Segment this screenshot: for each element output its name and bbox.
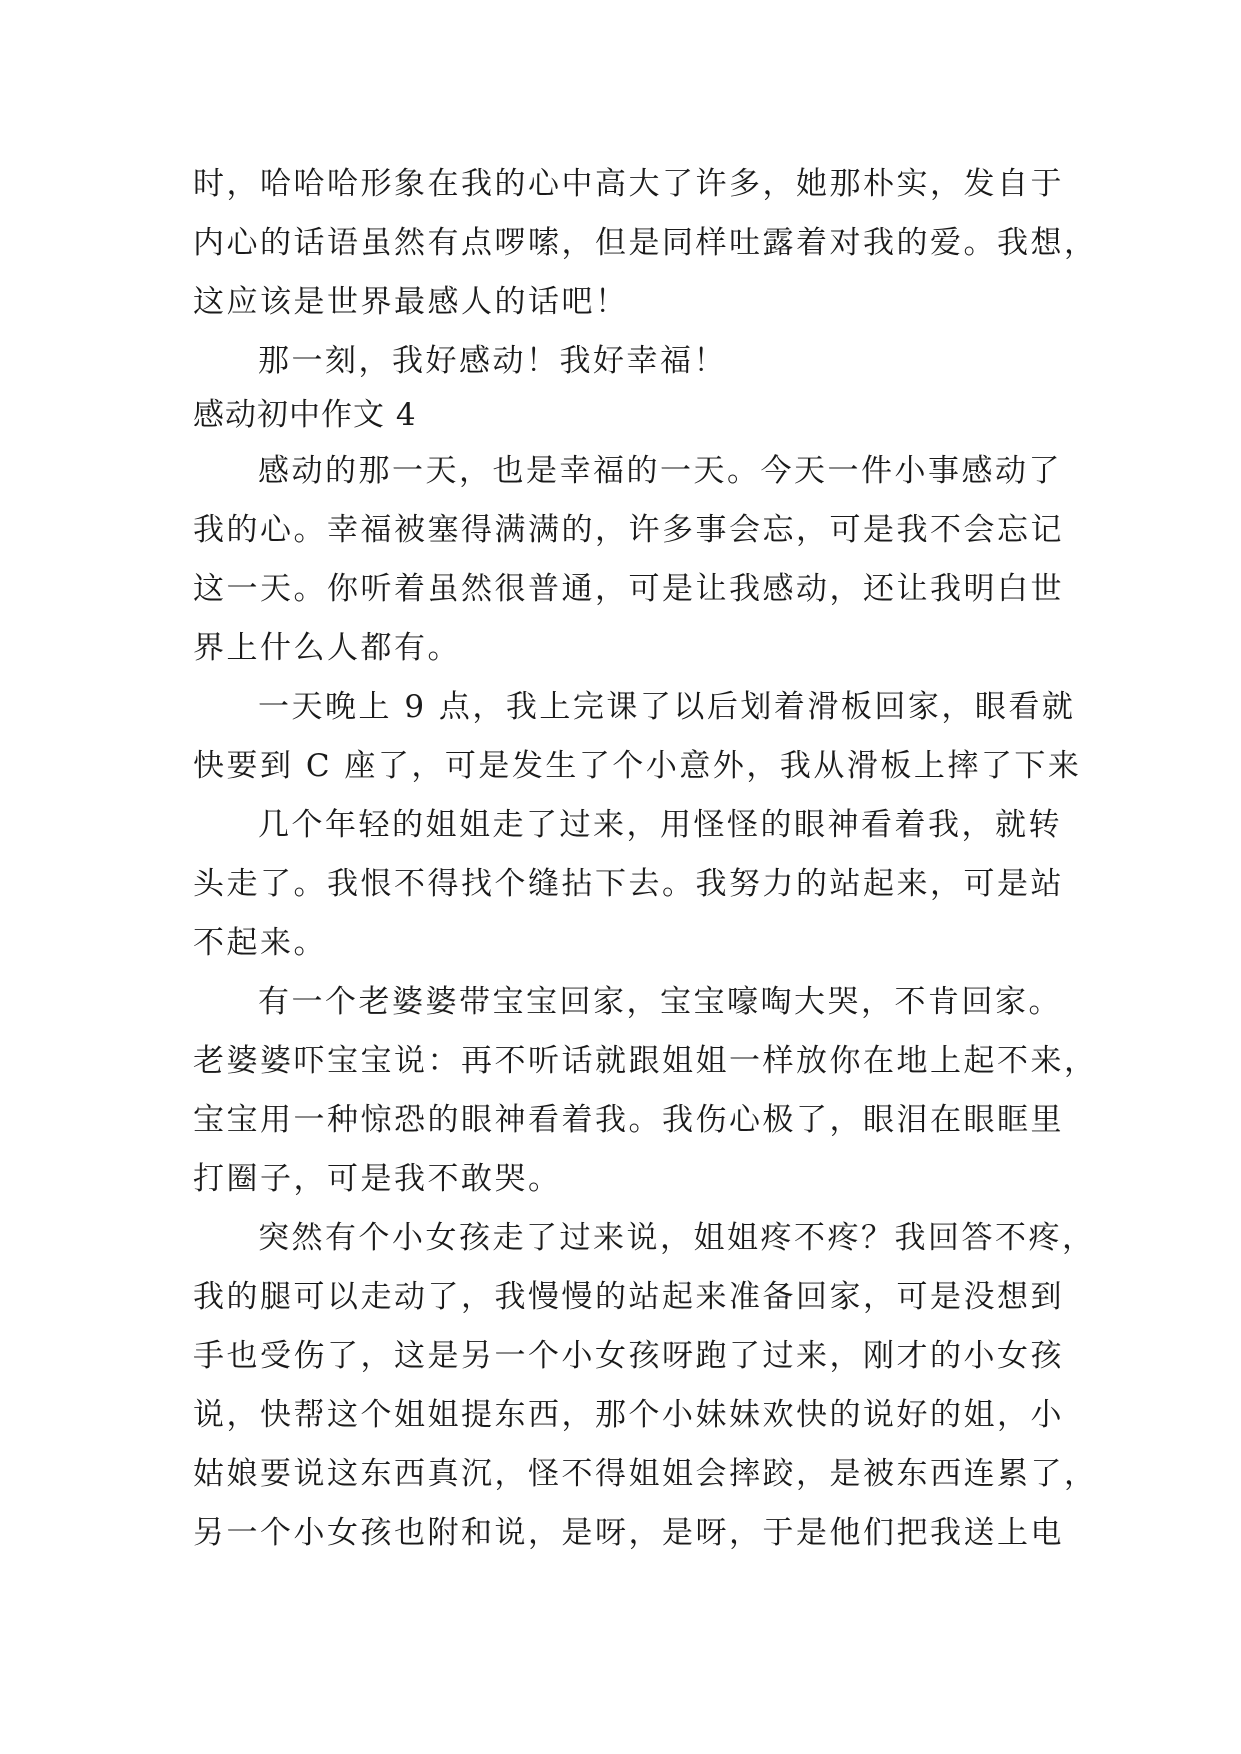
text-line: 有一个老婆婆带宝宝回家，宝宝嚎啕大哭，不肯回家。 — [258, 984, 1062, 1020]
text-line: 宝宝用一种惊恐的眼神看着我。我伤心极了，眼泪在眼眶里 — [193, 1102, 1064, 1138]
text-line: 一天晚上 9 点，我上完课了以后划着滑板回家，眼看就 — [258, 689, 1076, 725]
text-line: 那一刻，我好感动！我好幸福！ — [258, 343, 727, 379]
text-line: 突然有个小女孩走了过来说，姐姐疼不疼？我回答不疼， — [258, 1220, 1096, 1256]
text-line: 打圈子，可是我不敢哭。 — [193, 1161, 562, 1197]
text-line: 界上什么人都有。 — [193, 630, 461, 666]
text-line: 姑娘要说这东西真沉，怪不得姐姐会摔跤，是被东西连累了， — [193, 1456, 1098, 1492]
text-line: 手也受伤了，这是另一个小女孩呀跑了过来，刚才的小女孩 — [193, 1338, 1064, 1374]
section-heading: 感动初中作文 4 — [193, 397, 417, 433]
text-line: 快要到 C 座了，可是发生了个小意外，我从滑板上摔了下来 — [193, 748, 1082, 784]
text-line: 我的腿可以走动了，我慢慢的站起来准备回家，可是没想到 — [193, 1279, 1064, 1315]
text-line: 说，快帮这个姐姐提东西，那个小妹妹欢快的说好的姐，小 — [193, 1397, 1064, 1433]
text-line: 我的心。幸福被塞得满满的，许多事会忘，可是我不会忘记 — [193, 512, 1064, 548]
text-line: 另一个小女孩也附和说，是呀，是呀，于是他们把我送上电 — [193, 1515, 1064, 1551]
text-line: 头走了。我恨不得找个缝拈下去。我努力的站起来，可是站 — [193, 866, 1064, 902]
text-line: 不起来。 — [193, 925, 327, 961]
text-line: 内心的话语虽然有点啰嗦，但是同样吐露着对我的爱。我想， — [193, 225, 1098, 261]
text-line: 时，哈哈哈形象在我的心中高大了许多，她那朴实，发自于 — [193, 166, 1064, 202]
text-line: 老婆婆吓宝宝说：再不听话就跟姐姐一样放你在地上起不来， — [193, 1043, 1098, 1079]
text-line: 这应该是世界最感人的话吧！ — [193, 284, 629, 320]
text-line: 感动的那一天，也是幸福的一天。今天一件小事感动了 — [258, 453, 1062, 489]
text-line: 几个年轻的姐姐走了过来，用怪怪的眼神看着我，就转 — [258, 807, 1062, 843]
text-line: 这一天。你听着虽然很普通，可是让我感动，还让我明白世 — [193, 571, 1064, 607]
